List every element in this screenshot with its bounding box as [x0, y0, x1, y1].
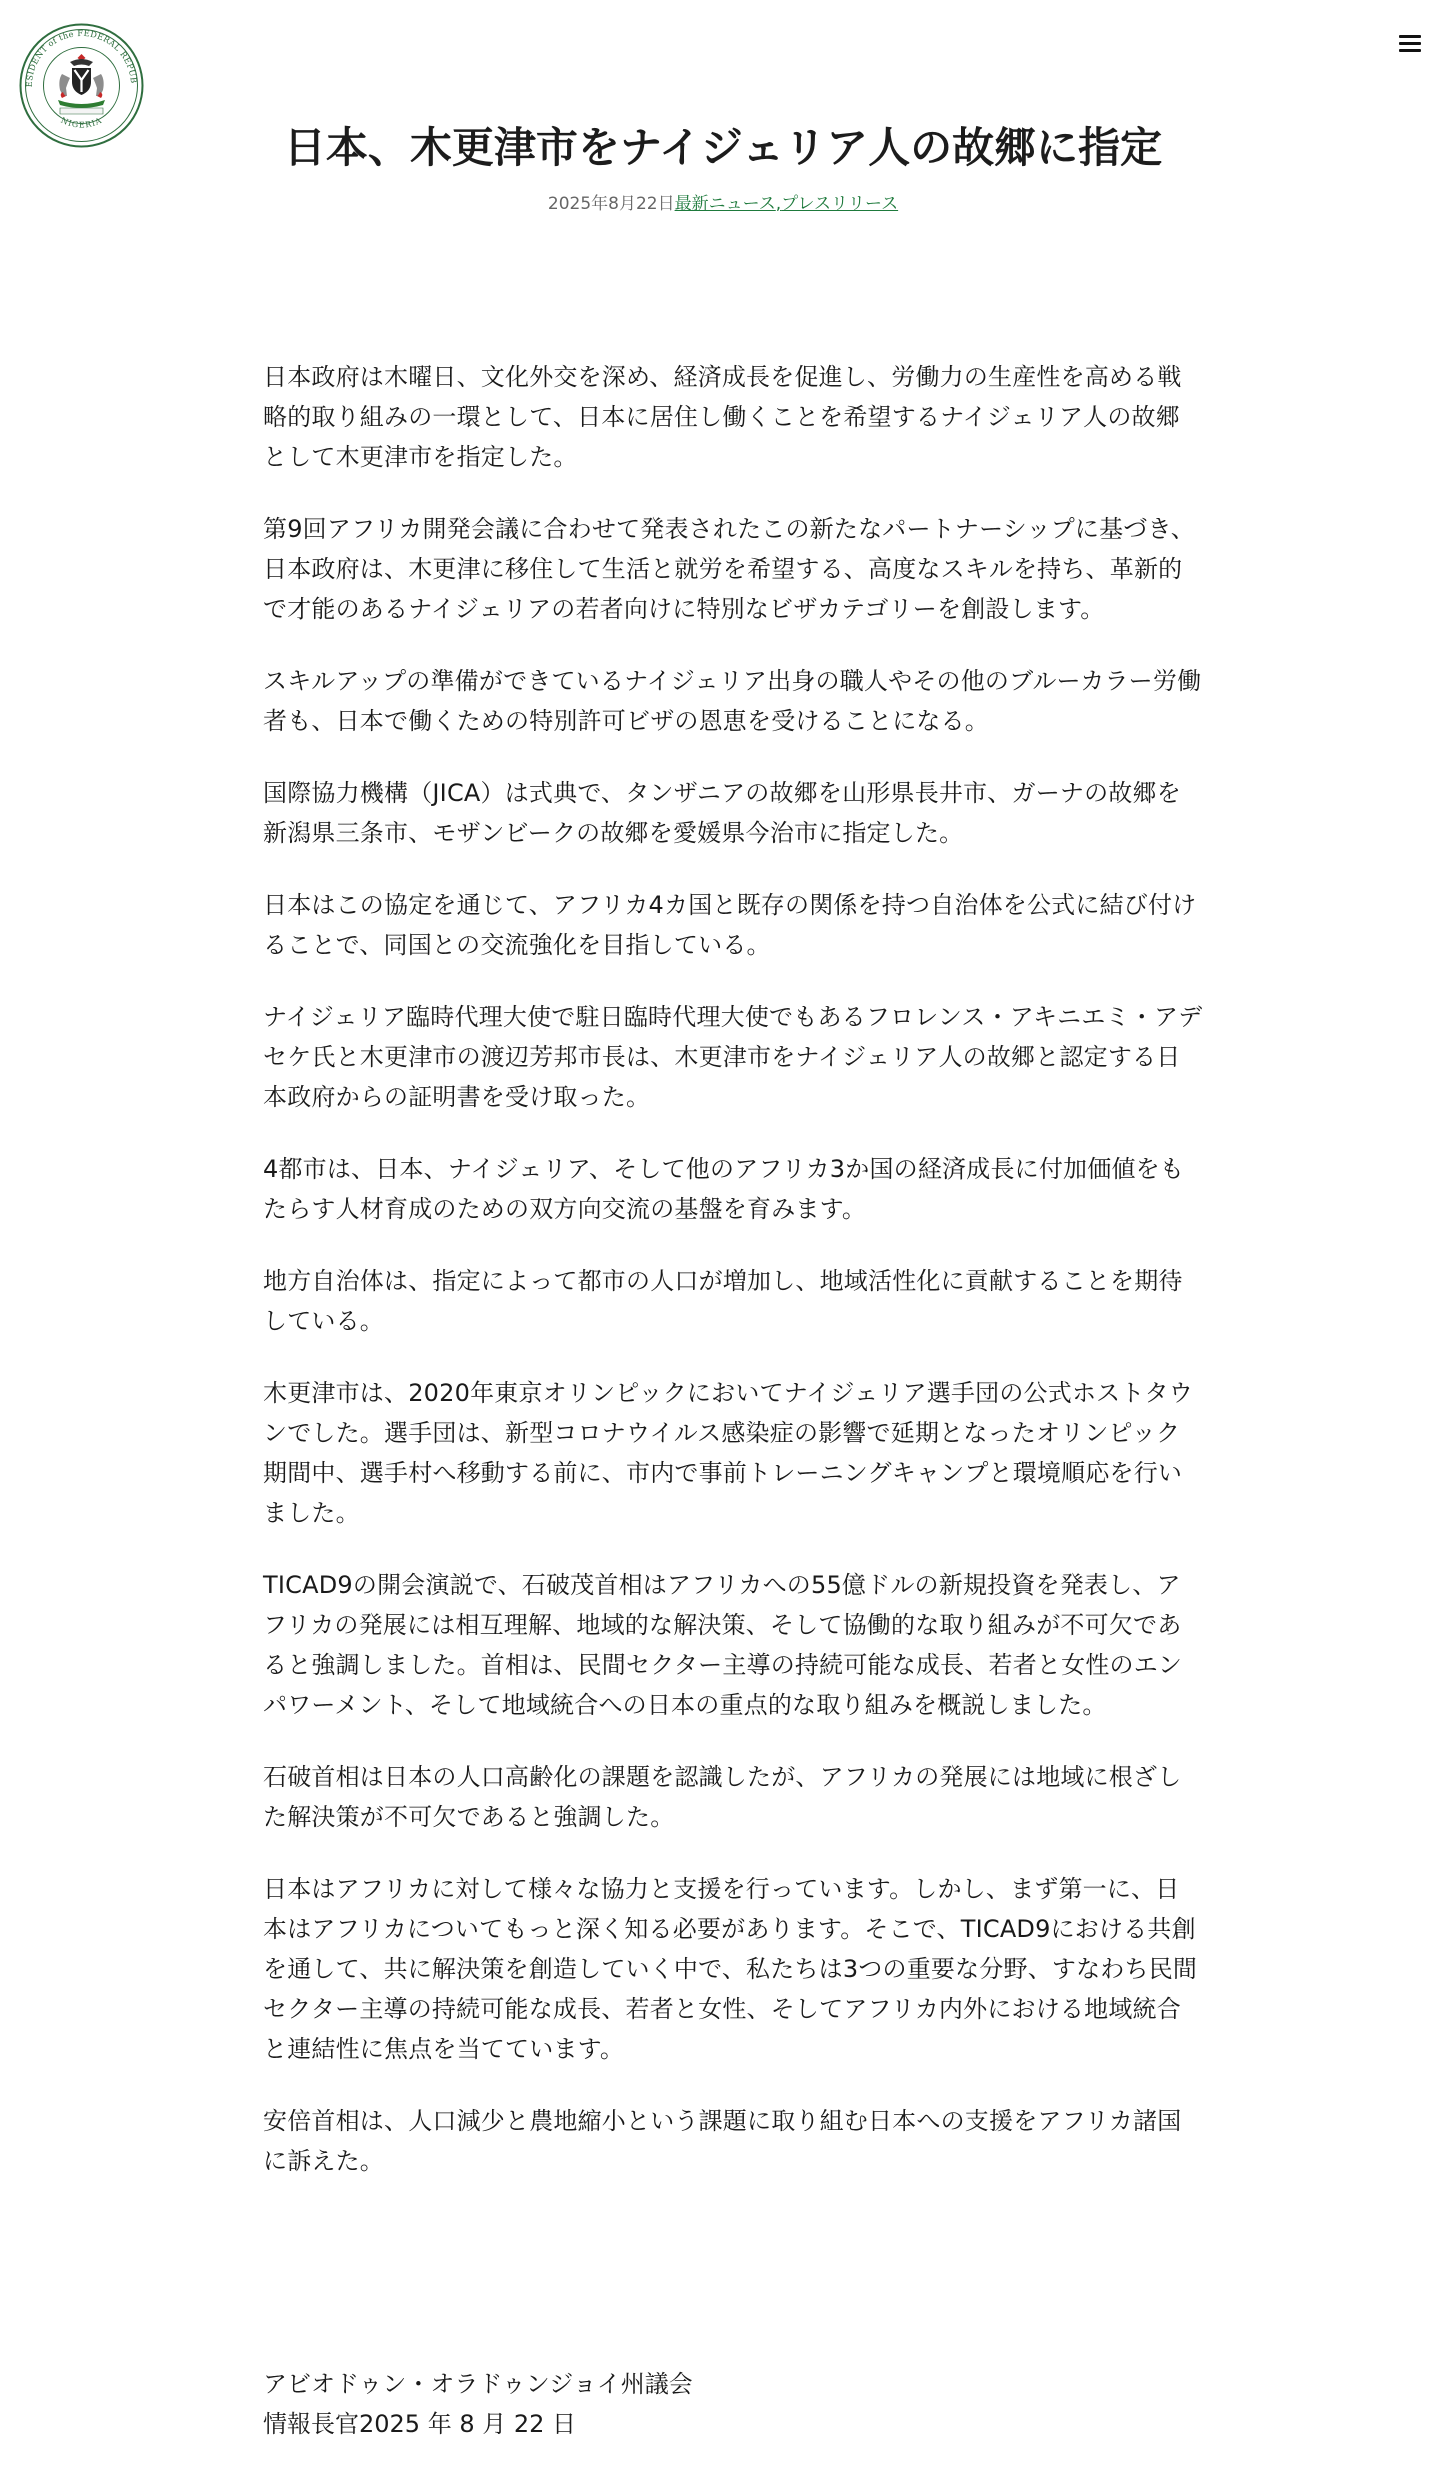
article-signature [263, 2364, 1203, 2444]
article-paragraph: 4都市は、日本、ナイジェリア、そして他のアフリカ3か国の経済成長に付加価値をもたらす人材育成のための双方向交流の基盤を育みます。 [263, 1155, 1185, 1223]
article-paragraph: 石破首相は日本の人口高齢化の課題を認識したが、アフリカの発展には地域に根ざした解決策が不可欠であると強調した。 [263, 1763, 1182, 1831]
signature-author: アビオドゥン・オラドゥンジョイ州議会 [263, 2370, 693, 2398]
article-paragraph: TICAD9の開会演説で、石破茂首相はアフリカへの55億ドルの新規投資を発表し、アフリカの発展には相互理解、地域的な解決策、そして協働的な取り組みが不可欠であると強調しました。首相は、民間セクター主導の持続可能な成長、若者と女性のエンパワーメント、そして地域統合への日本の重点的な取り組みを概説しました。 [263, 1571, 1183, 1719]
svg-text:NIGERIA: NIGERIA [59, 115, 104, 130]
article-paragraph: 国際協力機構（JICA）は式典で、タンザニアの故郷を山形県長井市、ガーナの故郷を新潟県三条市、モザンビークの故郷を愛媛県今治市に指定した。 [263, 779, 1181, 847]
article-paragraph: 日本はアフリカに対して様々な協力と支援を行っています。しかし、まず第一に、日本はアフリカについてもっと深く知る必要があります。そこで、TICAD9における共創を通して、共に解決策を創造していく中で、私たちは3つの重要な分野、すなわち民間セクター主導の持続可能な成長、若者と女性、そしてアフリカ内外における地域統合と連結性に焦点を当てています。 [263, 1875, 1198, 2063]
menu-bar [1399, 49, 1421, 52]
article-paragraph: 第9回アフリカ開発会議に合わせて発表されたこの新たなパートナーシップに基づき、日本政府は、木更津に移住して生活と就労を希望する、高度なスキルを持ち、革新的で才能のあるナイジェリアの若者向けに特別なビザカテゴリーを創設します。 [263, 515, 1195, 623]
article-body [263, 357, 1203, 2213]
article-paragraph: 日本はこの協定を通じて、アフリカ4カ国と既存の関係を持つ自治体を公式に結び付けることで、同国との交流強化を目指している。 [263, 891, 1197, 959]
seal-emblem-icon [18, 22, 145, 149]
article-paragraph: 地方自治体は、指定によって都市の人口が増加し、地域活性化に貢献することを期待している。 [263, 1267, 1183, 1335]
menu-bar [1399, 35, 1421, 38]
page-title: 日本、木更津市をナイジェリア人の故郷に指定 [283, 123, 1163, 172]
menu-bar [1399, 42, 1421, 45]
article-paragraph: ナイジェリア臨時代理大使で駐日臨時代理大使でもあるフロレンス・アキニエミ・アデセケ氏と木更津市の渡辺芳邦市長は、木更津市をナイジェリア人の故郷と認定する日本政府からの証明書を受け取った。 [263, 1003, 1203, 1111]
post-date: 2025年8月22日 [547, 194, 675, 214]
category-link-latest-news[interactable]: 最新ニュース [674, 194, 776, 214]
article-paragraph: 安倍首相は、人口減少と農地縮小という課題に取り組む日本への支援をアフリカ諸国に訴えた。 [263, 2107, 1182, 2175]
post-meta [180, 192, 1266, 216]
article-paragraph: 日本政府は木曜日、文化外交を深め、経済成長を促進し、労働力の生産性を高める戦略的取り組みの一環として、日本に居住し働くことを希望するナイジェリア人の故郷として木更津市を指定した。 [263, 363, 1182, 471]
category-link-press-release[interactable]: プレスリリース [781, 194, 899, 214]
hamburger-menu-icon[interactable] [1392, 28, 1428, 58]
presidential-seal-logo[interactable] [18, 22, 145, 149]
svg-text:PRESIDENT of the FEDERAL REPUB: ESIDENT of the FEDERAL REPUB [23, 27, 140, 88]
category-separator: , [775, 194, 782, 214]
signature-title-date: 情報長官2025 年 8 月 22 日 [263, 2410, 577, 2438]
article-paragraph: 木更津市は、2020年東京オリンピックにおいてナイジェリア選手団の公式ホストタウンでした。選手団は、新型コロナウイルス感染症の影響で延期となったオリンピック期間中、選手村へ移動する前に、市内で事前トレーニングキャンプと環境順応を行いました。 [263, 1379, 1193, 1527]
article-paragraph: スキルアップの準備ができているナイジェリア出身の職人やその他のブルーカラー労働者も、日本で働くための特別許可ビザの恩恵を受けることになる。 [263, 667, 1202, 735]
